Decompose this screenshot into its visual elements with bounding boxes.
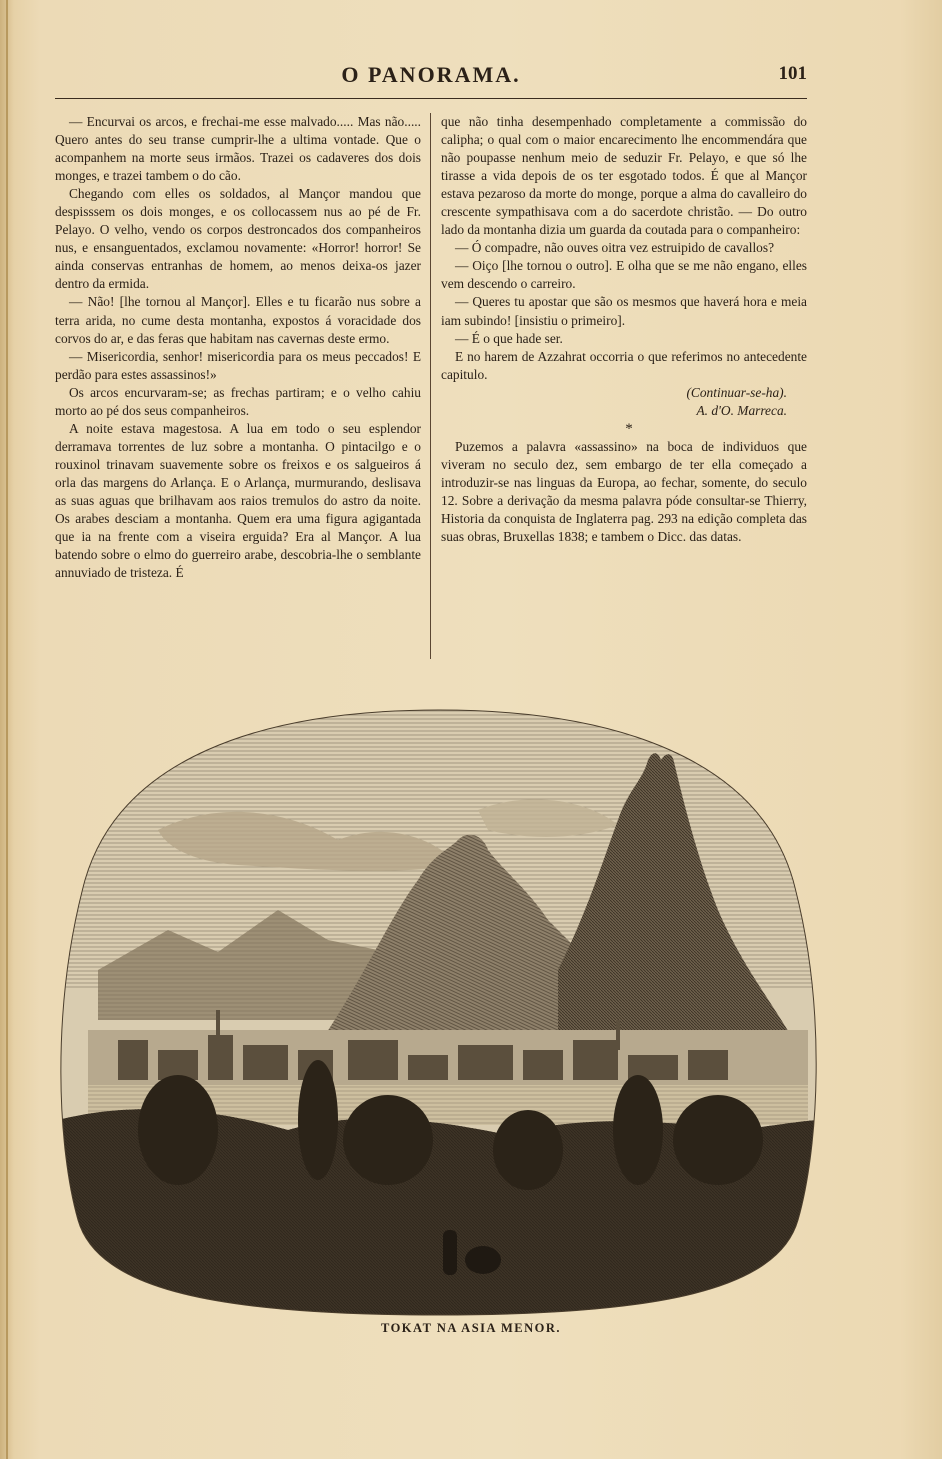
paragraph: — Ó compadre, não ouves oitra vez estruipido de cavallos? xyxy=(455,240,775,256)
paragraph: que não tinha desempenhado completamente a commissão do calipha; o qual com o maior encarecimento lhe encommendára que não poupasse nenhum meio de seduzir Fr. Pelayo, e que só lhe tirasse a vida depois de os ter esgotado todos. É que al Mançor estava pezaroso da morte do monge, porque a alma do cavalleiro do crescente sympathisava com a do sacerdote christão. — Do outro lado da montanha dizia um guarda da coutada para o companheiro: xyxy=(441,114,807,238)
left-column xyxy=(55,113,421,582)
paragraph: — Encurvai os arcos, e frechai-me esse malvado..... Mas não..... Quero antes do seu transe cumprir-lhe a ultima vontade. Que o acompanhem na morte seus irmãos. Trazei os cadaveres dos dois monges, e trazei tambem o do cão. xyxy=(55,114,421,184)
paragraph: — Oiço [lhe tornou o outro]. E olha que se me não engano, elles vem descendo o carreiro. xyxy=(441,258,807,292)
page-number: 101 xyxy=(778,63,807,84)
paragraph: Chegando com elles os soldados, al Mançor mandou que despisssem os dois monges, e os collocassem nus ao pé de Fr. Pelayo. O velho, vendo os corpos destroncados dos companheiros nus, e ensanguentados, exclamou novamente: «Horror! horror! Se ainda conservas entranhas de homem, ao menos deixa-os jazer dentro da ermida. xyxy=(55,186,421,292)
paragraph: Os arcos encurvaram-se; as frechas partiram; e o velho cahiu morto ao pé dos seus companheiros. xyxy=(55,384,421,418)
continuation-note: (Continuar-se-ha). xyxy=(686,384,787,400)
paragraph: E no harem de Azzahrat occorria o que referimos no antecedente capitulo. xyxy=(441,348,807,382)
header-rule xyxy=(55,98,807,99)
paragraph: A noite estava magestosa. A lua em todo o seu esplendor derramava torrentes de luz sobre a montanha. O pintacilgo e o rouxinol trinavam suavemente sobre os freixos e os salgueiros á orla das margens do Arlança. E o Arlança, murmurando, deslisava as suas aguas que brilhavam aos raios tremulos do astro da noite. Os arabes desciam a montanha. Quem era uma figura agigantada que ia na frente com a viseira erguida? Era al Mançor. A lua batendo sobre o elmo do guerreiro arabe, descobria-lhe o semblante annuviado de tristeza. É xyxy=(55,420,421,581)
footnote-marker: * xyxy=(625,420,633,437)
column-divider xyxy=(430,113,431,659)
paragraph: — Misericordia, senhor! misericordia para os meus peccados! E perdão para estes assassinos!» xyxy=(55,348,421,382)
paragraph: — Não! [lhe tornou al Mançor]. Elles e tu ficarão nus sobre a terra arida, no cume desta montanha, expostos á voracidade dos corvos do ar, e das feras que habitam nas cavernas deste ermo. xyxy=(55,294,421,346)
engraving-scene xyxy=(58,690,820,1320)
paragraph: — É o que hade ser. xyxy=(455,330,563,346)
author-signature: A. d'O. Marreca. xyxy=(696,402,787,418)
newspaper-title: O PANORAMA. xyxy=(341,62,521,87)
binding-edge xyxy=(6,0,8,1459)
engraving-tokat xyxy=(58,690,820,1320)
right-column xyxy=(441,113,807,546)
illustration-caption: TOKAT NA ASIA MENOR. xyxy=(380,1321,562,1335)
paragraph: — Queres tu apostar que são os mesmos que haverá hora e meia iam subindo! [insistiu o primeiro]. xyxy=(441,294,807,328)
masthead xyxy=(55,62,807,94)
footnote: Puzemos a palavra «assassino» na boca de individuos que viveram no seculo dez, sem embargo de ter ella começado a introduzir-se nas linguas da Europa, ao fechar, somente, do seculo 12. Sobre a derivação da mesma palavra póde consultar-se Thierry, Historia da conquista de Inglaterra pag. 293 na edição completa das suas obras, Bruxellas 1838; e tambem o Dicc. das datas. xyxy=(441,438,807,545)
